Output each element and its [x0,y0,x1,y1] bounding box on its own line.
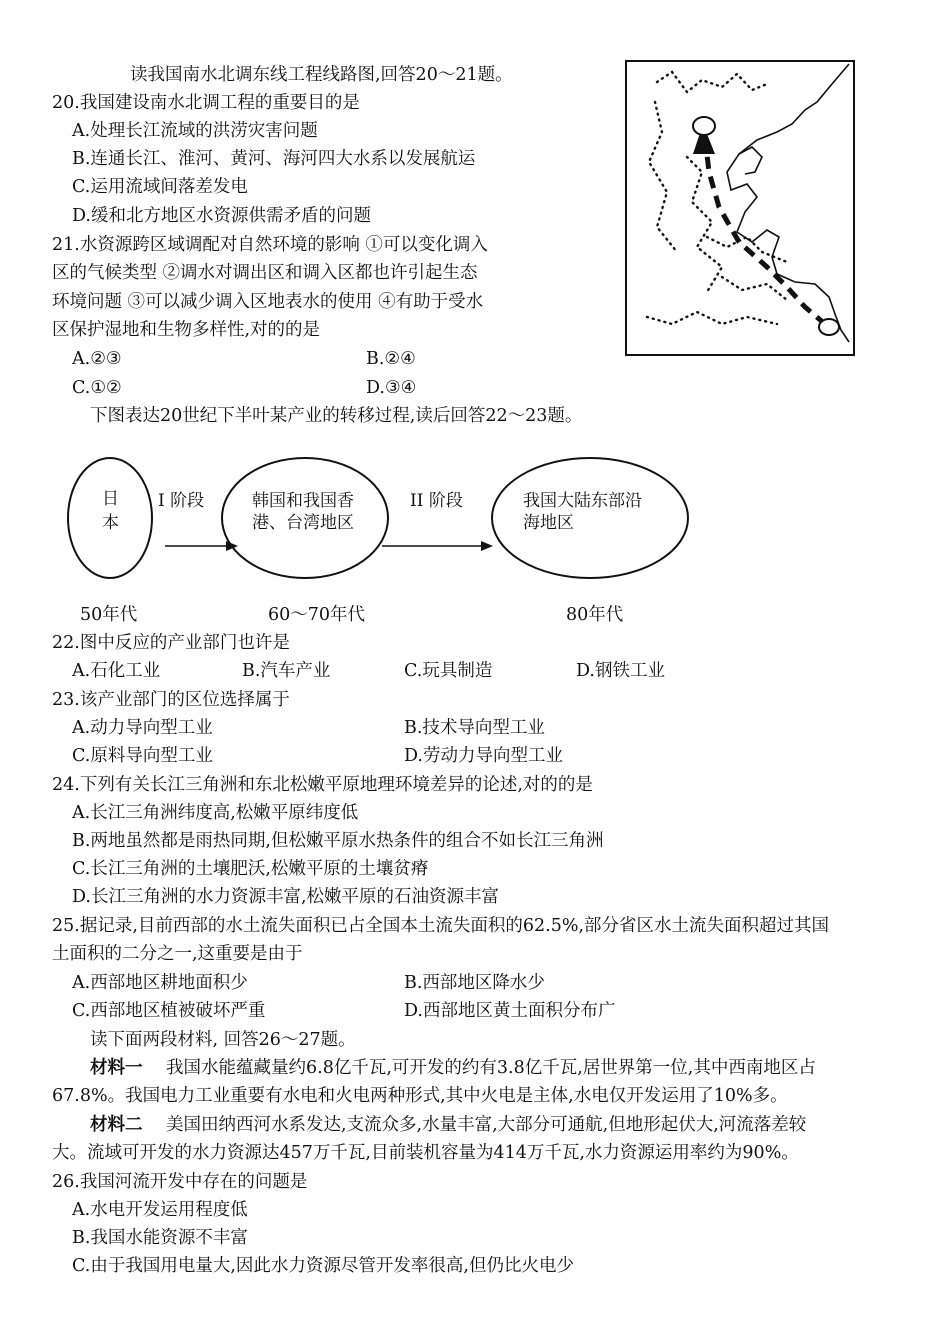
q20-stem: 20.我国建设南水北调工程的重要目的是 [52,93,360,113]
q21-option-d: D.③④ [366,378,417,398]
q26-stem: 26.我国河流开发中存在的问题是 [52,1172,308,1192]
q23-option-a: A.动力导向型工业 [72,718,213,738]
japan-label-line2: 本 [102,513,119,533]
q23-option-b: B.技术导向型工业 [404,718,545,738]
material2-line2: 大。流域可开发的水力资源达457万千瓦,目前装机容量为414万千瓦,水力资源运用率约为90%。 [52,1143,799,1163]
route-map-drawing [627,62,853,354]
boundary-mid [687,157,722,292]
q25-option-d: D.西部地区黄土面积分布广 [404,1001,616,1021]
q24-option-b: B.两地虽然都是雨热同期,但松嫩平原水热条件的组合不如长江三角洲 [72,831,604,851]
time-label-60s-70s: 60～70年代 [268,605,366,625]
stage2-label: II 阶段 [410,491,463,511]
beijing-tianjin-circle [693,117,715,135]
industry-transfer-diagram [60,450,700,590]
q21-line2: 区的气候类型 ②调水对调出区和调入区都也许引起生态 [52,263,478,283]
mainland-label-line1: 我国大陆东部沿 [523,491,642,511]
q22-option-a: A.石化工业 [72,661,161,681]
q22-option-c: C.玩具制造 [404,661,493,681]
coastline [727,64,849,342]
material2-line1: 美国田纳西河水系发达,支流众多,水量丰富,大部分可通航,但地形起伏大,河流落差较 [166,1115,807,1135]
diversion-route-line [705,137,825,324]
intro-26-27: 读下面两段材料, 回答26～27题。 [90,1030,356,1050]
diagram-shapes [60,450,700,590]
stage1-label: I 阶段 [158,491,205,511]
q26-option-a: A.水电开发运用程度低 [72,1200,248,1220]
q25-line2: 土面积的二分之一,这重要是由于 [52,944,303,964]
q20-option-a: A.处理长江流域的洪涝灾害问题 [72,121,318,141]
intro-20-21: 读我国南水北调东线工程线路图,回答20～21题。 [130,65,513,85]
mainland-coast-ellipse [492,458,688,578]
boundary-west [649,102,677,252]
q25-option-b: B.西部地区降水少 [404,973,545,993]
material2-label: 材料二 [90,1115,143,1135]
material1-line2: 67.8%。我国电力工业重要有水电和火电两种形式,其中火电是主体,水电仅开发运用了10%多。 [52,1086,788,1106]
q21-option-a: A.②③ [72,349,122,369]
q21-line4: 区保护湿地和生物多样性,对的的是 [52,320,321,340]
q23-option-d: D.劳动力导向型工业 [404,746,563,766]
q21-option-c: C.①② [72,378,122,398]
q21-line1: 21.水资源跨区域调配对自然环境的影响 ①可以变化调入 [52,235,488,255]
q23-option-c: C.原料导向型工业 [72,746,213,766]
q26-option-c: C.由于我国用电量大,因此水力资源尽管开发率很高,但仍比火电少 [72,1256,574,1276]
q22-option-d: D.钢铁工业 [576,661,665,681]
q24-option-a: A.长江三角洲纬度高,松嫩平原纬度低 [72,803,359,823]
boundary-north [657,72,767,92]
south-north-water-diversion-map [625,60,855,356]
time-label-80s: 80年代 [566,605,624,625]
korea-label-line1: 韩国和我国香 [252,491,354,511]
intro-22-23: 下图表达20世纪下半叶某产业的转移过程,读后回答22～23题。 [90,406,583,426]
q25-line1: 25.据记录,目前西部的水土流失面积已占全国本土流失面积的62.5%,部分省区水土流失面积超过其国 [52,916,830,936]
korea-label-line2: 港、台湾地区 [252,513,354,533]
q20-option-d: D.缓和北方地区水资源供需矛盾的问题 [72,206,371,226]
q22-option-b: B.汽车产业 [242,661,331,681]
yangzhou-circle [819,319,839,335]
material1-line1: 我国水能蕴藏量约6.8亿千瓦,可开发的约有3.8亿千瓦,居世界第一位,其中西南地区占 [166,1058,816,1078]
boundary-south [647,312,777,324]
q20-option-c: C.运用流域间落差发电 [72,177,248,197]
q24-option-d: D.长江三角洲的水力资源丰富,松嫩平原的石油资源丰富 [72,887,500,907]
q20-option-b: B.连通长江、淮河、黄河、海河四大水系以发展航运 [72,149,476,169]
q26-option-b: B.我国水能资源不丰富 [72,1228,248,1248]
q22-stem: 22.图中反应的产业部门也许是 [52,633,290,653]
q25-option-a: A.西部地区耕地面积少 [72,973,248,993]
q21-option-b: B.②④ [366,349,416,369]
time-label-50s: 50年代 [80,605,138,625]
japan-label-line1: 日 [102,489,119,509]
stage1-arrow-icon [226,541,238,551]
q24-option-c: C.长江三角洲的土壤肥沃,松嫩平原的土壤贫瘠 [72,859,429,879]
material1-label: 材料一 [90,1058,143,1078]
q24-stem: 24.下列有关长江三角洲和东北松嫩平原地理环境差异的论述,对的的是 [52,775,593,795]
q21-line3: 环境问题 ③可以减少调入区地表水的使用 ④有助于受水 [52,292,484,312]
mainland-label-line2: 海地区 [523,513,574,533]
q23-stem: 23.该产业部门的区位选择属于 [52,690,290,710]
q25-option-c: C.西部地区植被破坏严重 [72,1001,266,1021]
stage2-arrow-icon [481,541,493,551]
